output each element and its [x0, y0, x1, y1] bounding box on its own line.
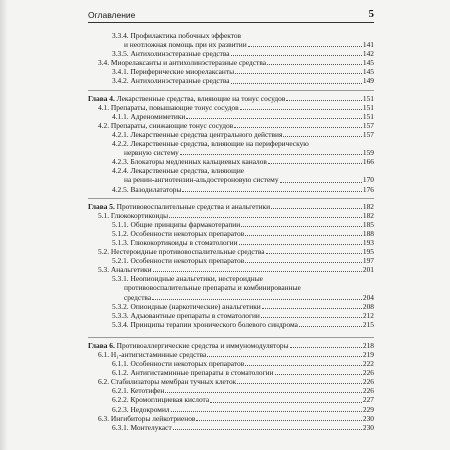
- chapter-title: Противовоспалительные средства и анальгетики: [114, 201, 271, 211]
- toc-entry-label: 6.3. Ингибиторы лейкотриенов: [98, 413, 196, 423]
- dot-leader: [248, 46, 362, 47]
- toc-entry[interactable]: [88, 274, 374, 283]
- toc-chapter-entry[interactable]: [88, 198, 374, 211]
- toc-page-number: 195: [362, 247, 374, 257]
- toc-entry[interactable]: [88, 139, 374, 148]
- toc-page-number: 219: [362, 350, 374, 359]
- toc-page-number: 230: [362, 413, 374, 423]
- dot-leader: [231, 83, 362, 84]
- chapter-title: Противоаллергические средства и иммуномодуляторы: [114, 340, 289, 350]
- toc-entry-label: 6.2. Стабилизаторы мембран тучных клеток: [98, 377, 237, 387]
- dot-leader: [196, 420, 362, 421]
- toc-entry-label: 4.1. Препараты, повышающие тонус сосудов: [98, 102, 239, 112]
- dot-leader: [165, 392, 362, 393]
- toc-page-number: 151: [362, 93, 374, 103]
- toc-page-number: 182: [362, 201, 374, 211]
- toc-page-number: 218: [362, 340, 374, 350]
- chapter-title: Лекарственные средства, влияющие на тонус сосудов: [114, 93, 286, 103]
- toc-page-number: 185: [362, 219, 374, 229]
- toc-entry-label: нервную систему: [124, 148, 179, 158]
- toc-entry-label: 5.1.3. Глюкокортикоиды в стоматологии: [112, 237, 238, 247]
- dot-leader: [286, 100, 362, 101]
- running-header: [88, 8, 374, 23]
- dot-leader: [173, 429, 362, 430]
- toc-entry-label: 3.4.1. Периферические миорелаксанты: [112, 67, 235, 77]
- toc-entry-label: 5.3.4. Принципы терапии хронического болевого синдрома: [112, 319, 298, 329]
- toc-chapter-entry[interactable]: [88, 90, 374, 103]
- toc-entry-label: 5.3. Анальгетики: [98, 265, 152, 275]
- toc-entry[interactable]: [88, 302, 374, 311]
- chapter-number: Глава 5.: [88, 201, 115, 211]
- dot-leader: [271, 208, 362, 209]
- toc-entry[interactable]: [88, 265, 374, 274]
- toc-entry-label: 6.1.1. Особенности некоторых препаратов: [112, 359, 245, 369]
- dot-leader: [234, 127, 362, 128]
- toc-entry[interactable]: [88, 175, 374, 184]
- toc-entry-label: 6.3.1. Монтелукаст: [112, 422, 172, 432]
- toc-page-number: 149: [362, 76, 374, 86]
- toc-entry-label: 5.2.1. Особенности некоторых препаратов: [112, 256, 245, 266]
- dot-leader: [290, 347, 362, 348]
- toc-page-number: 230: [362, 422, 374, 432]
- toc-page-number: 145: [362, 58, 374, 68]
- toc-page-number: 157: [362, 129, 374, 139]
- toc-page-number: 222: [362, 359, 374, 369]
- dot-leader: [169, 217, 362, 218]
- toc-page-number: 188: [362, 228, 374, 238]
- toc-page-number: 226: [362, 377, 374, 387]
- toc-entry[interactable]: [88, 67, 374, 76]
- toc-entry[interactable]: [88, 166, 374, 175]
- toc-entry[interactable]: [88, 293, 374, 302]
- dot-leader: [262, 308, 362, 309]
- toc-entry-label: 4.1.1. Адреномиметики: [112, 111, 186, 121]
- toc-entry[interactable]: [88, 386, 374, 395]
- toc-entry-label: 3.4.2. Антихолинэстеразные средства: [112, 76, 230, 86]
- toc-entry[interactable]: [88, 121, 374, 130]
- dot-leader: [182, 191, 361, 192]
- toc-entry[interactable]: [88, 220, 374, 229]
- toc-entry[interactable]: [88, 211, 374, 220]
- dot-leader: [239, 244, 362, 245]
- dot-leader: [152, 299, 362, 300]
- toc-page-number: 212: [362, 310, 374, 320]
- toc-entry[interactable]: [88, 256, 374, 265]
- toc-page-number: 151: [362, 111, 374, 121]
- toc-entry-label: 3.3.4. Профилактика побочных эффектов: [112, 31, 242, 40]
- toc-page-number: 151: [362, 102, 374, 112]
- dot-leader: [235, 73, 362, 74]
- toc-entry[interactable]: [88, 185, 374, 194]
- toc-entry[interactable]: [88, 368, 374, 377]
- dot-leader: [241, 226, 362, 227]
- dot-leader: [245, 365, 362, 366]
- dot-leader: [280, 182, 362, 183]
- toc-page-number: 182: [362, 210, 374, 220]
- toc-page-number: 227: [362, 395, 374, 405]
- toc-page-number: 176: [362, 184, 374, 194]
- toc-entry-label: и неотложная помощь при их развитии: [124, 40, 247, 50]
- toc-entry-label: 5.2. Нестероидные противовоспалительные средства: [98, 247, 265, 257]
- toc-entry-label: 5.3.3. Адъювантные препараты в стоматологии: [112, 310, 260, 320]
- toc-entry[interactable]: [88, 405, 374, 414]
- toc-entry-label: [88, 94, 285, 103]
- toc-entry[interactable]: [88, 103, 374, 112]
- toc-entry[interactable]: [88, 229, 374, 238]
- dot-leader: [299, 326, 362, 327]
- toc-entry-label: 6.2.3. Недокромил: [112, 404, 170, 414]
- page-number: 5: [368, 8, 374, 20]
- toc-entry[interactable]: [88, 350, 374, 359]
- toc-gap: [88, 329, 374, 333]
- toc-entry[interactable]: [88, 148, 374, 157]
- toc-page-number: 193: [362, 237, 374, 247]
- toc-entry-label: противовоспалительные препараты и комбинированные: [124, 283, 301, 293]
- toc-page-number: 197: [362, 256, 374, 266]
- dot-leader: [266, 253, 362, 254]
- toc-entry-label: 4.2.2. Лекарственные средства, влияющие на периферическую: [112, 139, 309, 149]
- toc-entry[interactable]: [88, 49, 374, 58]
- dot-leader: [275, 374, 362, 375]
- toc-entry[interactable]: [88, 157, 374, 166]
- toc-entry[interactable]: [88, 320, 374, 329]
- dot-leader: [261, 317, 362, 318]
- toc-page-number: 166: [362, 157, 374, 167]
- toc-entry-label: 6.1.2. Антигистаминные препараты в стоматологии: [112, 368, 274, 378]
- dot-leader: [240, 109, 362, 110]
- toc-entry[interactable]: [88, 112, 374, 121]
- dot-leader: [153, 271, 362, 272]
- dot-leader: [245, 235, 362, 236]
- toc-entry[interactable]: [88, 76, 374, 85]
- toc-page-number: 204: [362, 292, 374, 302]
- toc-entry-label: 4.2.4. Лекарственные средства, влияющие: [112, 166, 245, 176]
- toc-page-number: 208: [362, 301, 374, 311]
- chapter-number: Глава 4.: [88, 93, 115, 103]
- toc-entry-label: 6.2.2. Кромоглициевая кислота: [112, 395, 210, 405]
- toc-entry[interactable]: [88, 414, 374, 423]
- dot-leader: [237, 383, 362, 384]
- toc-entry-label: 6.1. H₁-антигистаминные средства: [98, 350, 207, 359]
- toc-entry-label: 3.3.5. Антихолинэстеразные средства: [112, 49, 230, 59]
- table-of-contents: [88, 31, 374, 432]
- toc-entry-label: 3.4. Миорелаксанты и антихолинэстеразные средства: [98, 58, 266, 68]
- toc-entry[interactable]: [88, 238, 374, 247]
- toc-page-number: 215: [362, 319, 374, 329]
- toc-entry-label: 4.2.5. Вазодилататоры: [112, 184, 182, 194]
- toc-entry-label: 5.3.2. Опиоидные (наркотические) анальгетики: [112, 301, 261, 311]
- dot-leader: [231, 55, 362, 56]
- toc-entry-label: 5.3.1. Неопиоидные анальгетики, нестероидные: [112, 274, 263, 284]
- toc-entry-label: 6.2.1. Кетотифен: [112, 386, 165, 396]
- toc-entry[interactable]: [88, 377, 374, 386]
- toc-page-number: 145: [362, 67, 374, 77]
- toc-entry-label: на ренин-ангиотензин-альдостероновую систему: [124, 175, 279, 185]
- toc-page-number: 170: [362, 175, 374, 185]
- dot-leader: [171, 411, 362, 412]
- toc-entry[interactable]: [88, 395, 374, 404]
- toc-entry[interactable]: [88, 40, 374, 49]
- toc-entry[interactable]: [88, 423, 374, 432]
- toc-page-number: 226: [362, 368, 374, 378]
- toc-entry-label: средства: [124, 292, 152, 302]
- toc-entry[interactable]: [88, 58, 374, 67]
- dot-leader: [283, 136, 362, 137]
- dot-leader: [245, 262, 362, 263]
- chapter-number: Глава 6.: [88, 340, 115, 350]
- toc-entry[interactable]: [88, 283, 374, 292]
- dot-leader: [180, 154, 362, 155]
- dot-leader: [267, 64, 362, 65]
- toc-page-number: 141: [362, 40, 374, 50]
- toc-entry-label: 4.2.1. Лекарственные средства центрального действия: [112, 129, 283, 139]
- dot-leader: [207, 356, 362, 357]
- toc-entry-label: [88, 341, 289, 350]
- toc-entry[interactable]: [88, 31, 374, 40]
- toc-entry[interactable]: [88, 359, 374, 368]
- dot-leader: [268, 163, 362, 164]
- toc-entry-label: 4.2. Препараты, снижающие тонус сосудов: [98, 120, 234, 130]
- toc-page-number: 159: [362, 148, 374, 158]
- toc-entry-label: 5.1. Глюкокортикоиды: [98, 210, 169, 220]
- toc-entry[interactable]: [88, 130, 374, 139]
- toc-entry[interactable]: [88, 247, 374, 256]
- toc-page-number: 201: [362, 265, 374, 275]
- running-title: Оглавление: [88, 10, 136, 20]
- toc-entry-label: 5.1.2. Особенности некоторых препаратов: [112, 228, 245, 238]
- dot-leader: [186, 118, 362, 119]
- toc-chapter-entry[interactable]: [88, 337, 374, 350]
- toc-entry-label: [88, 202, 270, 211]
- toc-entry-label: 4.2.3. Блокаторы медленных кальциевых каналов: [112, 157, 267, 167]
- toc-page-number: 157: [362, 120, 374, 130]
- toc-entry-label: 5.1.1. Общие принципы фармакотерапии: [112, 219, 241, 229]
- dot-leader: [210, 402, 362, 403]
- toc-page-number: 142: [362, 49, 374, 59]
- toc-page-number: 226: [362, 386, 374, 396]
- toc-page-number: 229: [362, 404, 374, 414]
- toc-entry[interactable]: [88, 311, 374, 320]
